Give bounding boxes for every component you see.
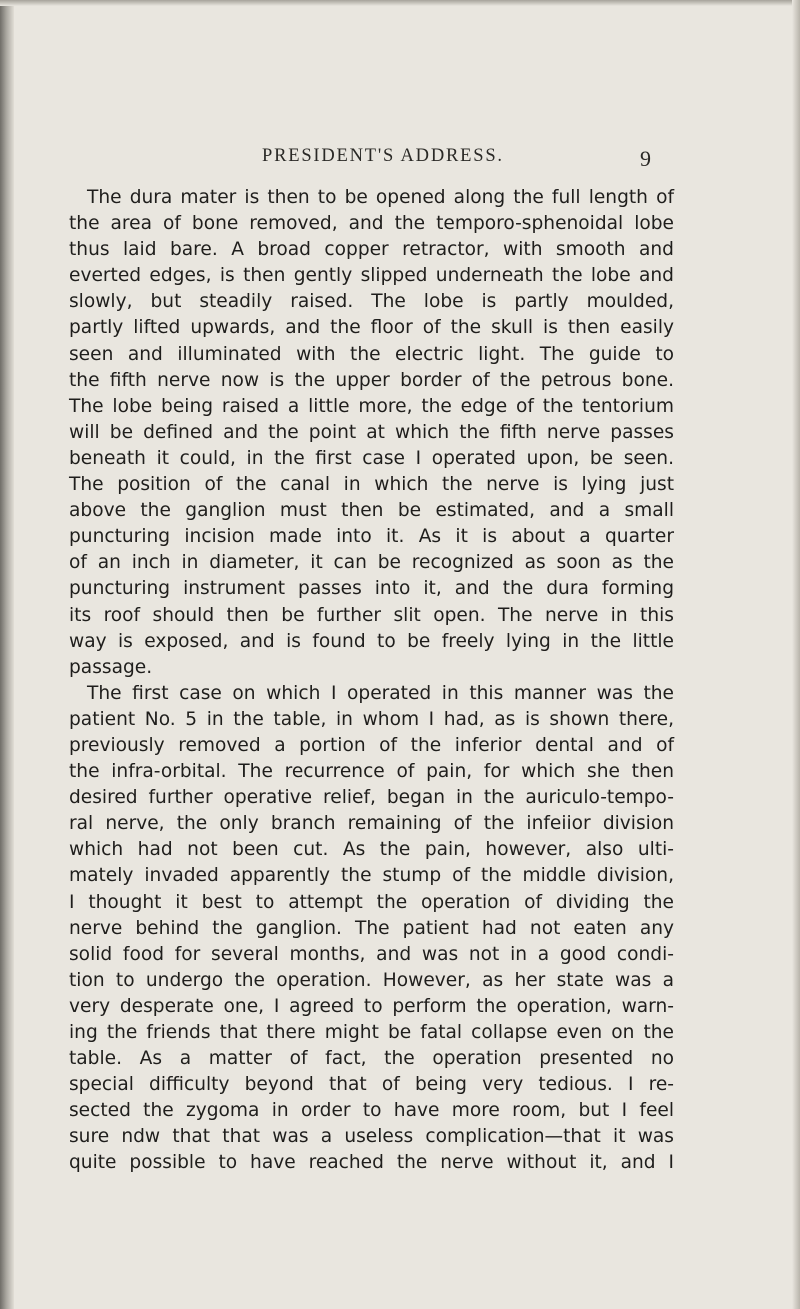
text-line: ing the friends that there might be fatal collapse even on the [69,1022,674,1043]
text-line: slowly, but steadily raised. The lobe is partly moulded, [69,291,674,313]
text-line: way is exposed, and is found to be freely lying in the little [69,630,674,652]
text-line: its roof should then be further slit open. The nerve in this [69,604,674,626]
text-line: quite possible to have reached the nerve without it, and I [69,1152,674,1174]
text-line: the area of bone removed, and the temporo-sphenoidal lobe [69,213,674,235]
text-line: The position of the canal in which the nerve is lying just [69,474,674,496]
text-line: sure ndw that that was a useless complication—that it was [69,1126,674,1148]
text-line: previously removed a portion of the inferior dental and of [69,734,674,756]
text-line: puncturing instrument passes into it, and the dura forming [69,578,674,600]
text-line: table. As a matter of fact, the operation presented no [69,1048,674,1070]
page-right-edge [792,0,800,1309]
text-line: patient No. 5 in the table, in whom I had, as is shown there, [69,708,674,730]
text-line: above the ganglion must then be estimated, and a small [69,500,674,522]
text-line: will be defined and the point at which the fifth nerve passes [69,421,674,443]
text-line: partly lifted upwards, and the floor of the skull is then easily [69,317,674,339]
text-line: sected the zygoma in order to have more room, but I feel [69,1100,674,1122]
text-line: which had not been cut. As the pain, however, also ulti- [69,839,674,861]
text-line: special difficulty beyond that of being very tedious. I re- [69,1074,674,1096]
text-line: The dura mater is then to be opened along the full length of [87,187,674,208]
text-line: of an inch in diameter, it can be recognized as soon as the [69,552,674,574]
page-number: 9 [640,146,651,171]
text-line: passage. [69,656,153,678]
text-line: I thought it best to attempt the operation of dividing the [69,891,674,913]
text-line: thus laid bare. A broad copper retractor, with smooth and [69,239,674,261]
text-line: the infra-orbital. The recurrence of pain, for which she then [69,761,674,783]
running-title: PRESIDENT'S ADDRESS. [262,146,504,166]
text-line: everted edges, is then gently slipped underneath the lobe and [69,265,674,287]
text-line: very desperate one, I agreed to perform the operation, warn- [69,995,674,1017]
body-text [69,185,674,1177]
text-line: ral nerve, the only branch remaining of the infeiior division [69,813,674,835]
text-line: puncturing incision made into it. As it is about a quarter [69,526,674,548]
text-line: tion to undergo the operation. However, as her state was a [69,969,674,991]
text-line: The first case on which I operated in this manner was the [87,682,674,704]
running-head [0,146,800,176]
paragraph [69,681,674,1177]
text-line: seen and illuminated with the electric light. The guide to [69,343,674,365]
text-line: nerve behind the ganglion. The patient had not eaten any [69,917,674,939]
text-line: desired further operative relief, began in the auriculo-tempo- [69,787,674,809]
page-top-edge [0,0,800,6]
text-line: mately invaded apparently the stump of the middle division, [69,865,674,887]
text-line: the fifth nerve now is the upper border of the petrous bone. [69,369,674,391]
paragraph [69,185,674,681]
text-line: The lobe being raised a little more, the edge of the tentorium [69,395,674,417]
text-line: beneath it could, in the first case I operated upon, be seen. [69,447,674,469]
text-line: solid food for several months, and was not in a good condi- [69,943,674,965]
page-gutter-shadow [0,0,14,1309]
